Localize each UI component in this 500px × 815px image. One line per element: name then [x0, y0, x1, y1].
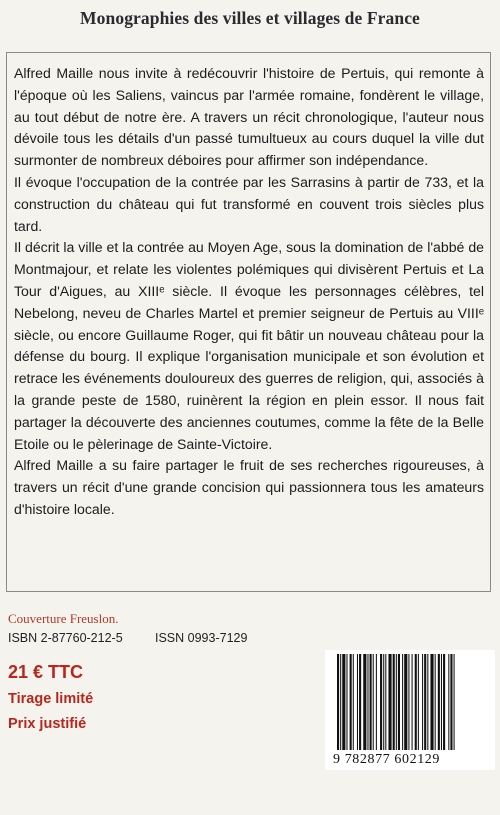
- issn: ISSN 0993-7129: [155, 631, 248, 645]
- justified-price-label: Prix justifié: [8, 716, 87, 732]
- paragraph-moyen-age: Il décrit la ville et la contrée au Moyen Age, sous la domination de l'abbé de Montmajour, et relate les violentes polémiques qui divisèrent Pertuis et La Tour d'Aigues, au XIIIᵉ siècle. Il évoque les personnages célèbres, tel Nebelong, neveu de Charles Martel et premier seigneur de Pertuis au VIIIᵉ siècle, ou encore Guillaume Roger, qui fit bâtir un nouveau château pour la défense du bourg. Il explique l'organisation municipale et son évolution et retrace les événements douloureux des guerres de religion, qui, associés à la grande peste de 1580, ruinèrent la région en plein essor. Il nous fait partager la découverte des anciennes coutumes, comme la fête de la Belle Etoile ou le pèlerinage de Sainte-Victoire.: [14, 239, 484, 452]
- barcode-bars: [337, 654, 487, 752]
- barcode-bar: [402, 654, 403, 750]
- barcode-bar: [404, 654, 407, 750]
- barcode-bar: [441, 654, 442, 750]
- barcode-bar: [450, 654, 452, 750]
- paragraph-intro: Alfred Maille nous invite à redécouvrir l'histoire de Pertuis, qui remonte à l'époque où les Saliens, vaincus par l'armée romaine, fondèrent le village, au tout début de notre ère. A travers un récit chronologique, l'auteur nous dévoile tous les détails d'un passé tumultueux au cours duquel la ville dut surmonter de nombreux déboires pour affirmer son indépendance.: [14, 65, 484, 169]
- barcode-bar: [353, 654, 354, 750]
- barcode-bar: [340, 654, 341, 750]
- barcode-bar: [367, 654, 368, 750]
- isbn: ISBN 2-87760-212-5: [8, 631, 123, 645]
- limited-edition-label: Tirage limité: [8, 691, 94, 707]
- back-cover-description: [14, 63, 484, 521]
- barcode-bar: [359, 654, 361, 750]
- barcode-bar: [370, 654, 372, 750]
- paragraph-sarrasins: Il évoque l'occupation de la contrée par les Sarrasins à partir de 733, et la construction du château qui fut transformé en couvent trois siècles plus tard.: [14, 173, 484, 234]
- barcode-bar: [415, 654, 417, 750]
- barcode-bar: [435, 654, 436, 750]
- barcode-bar: [380, 654, 382, 750]
- price: 21 € TTC: [8, 662, 84, 682]
- paragraph-conclusion: Alfred Maille a su faire partager le fruit de ses recherches rigoureuses, à travers un récit d'une grande concision qui passionnera tous les amateurs d'histoire locale.: [14, 457, 484, 517]
- barcode-bar: [383, 654, 384, 750]
- barcode-bar: [454, 654, 455, 750]
- barcode-bar: [376, 654, 377, 750]
- barcode-bar: [393, 654, 395, 750]
- barcode-bar: [443, 654, 445, 750]
- barcode: [325, 650, 495, 770]
- barcode-bar: [385, 654, 386, 750]
- barcode-bar: [448, 654, 449, 750]
- barcode-bar: [398, 654, 400, 750]
- cover-credit: Couverture Freuslon.: [8, 611, 119, 626]
- barcode-bar: [388, 654, 391, 750]
- barcode-bar: [422, 654, 423, 750]
- barcode-bar: [424, 654, 426, 750]
- barcode-bar: [427, 654, 428, 750]
- barcode-bar: [373, 654, 374, 750]
- barcode-bar: [337, 654, 339, 750]
- barcode-bar: [357, 654, 358, 750]
- barcode-bar: [412, 654, 413, 750]
- barcode-bar: [430, 654, 433, 750]
- barcode-bar: [342, 654, 345, 750]
- barcode-bar: [396, 654, 397, 750]
- barcode-bar: [346, 654, 347, 750]
- barcode-bar: [350, 654, 352, 750]
- barcode-bar: [438, 654, 440, 750]
- barcode-bar: [363, 654, 366, 750]
- barcode-bar: [408, 654, 409, 750]
- barcode-bar: [418, 654, 419, 750]
- series-title: Monographies des villes et villages de France: [80, 8, 420, 28]
- barcode-digits: 9 782877 602129: [333, 752, 440, 767]
